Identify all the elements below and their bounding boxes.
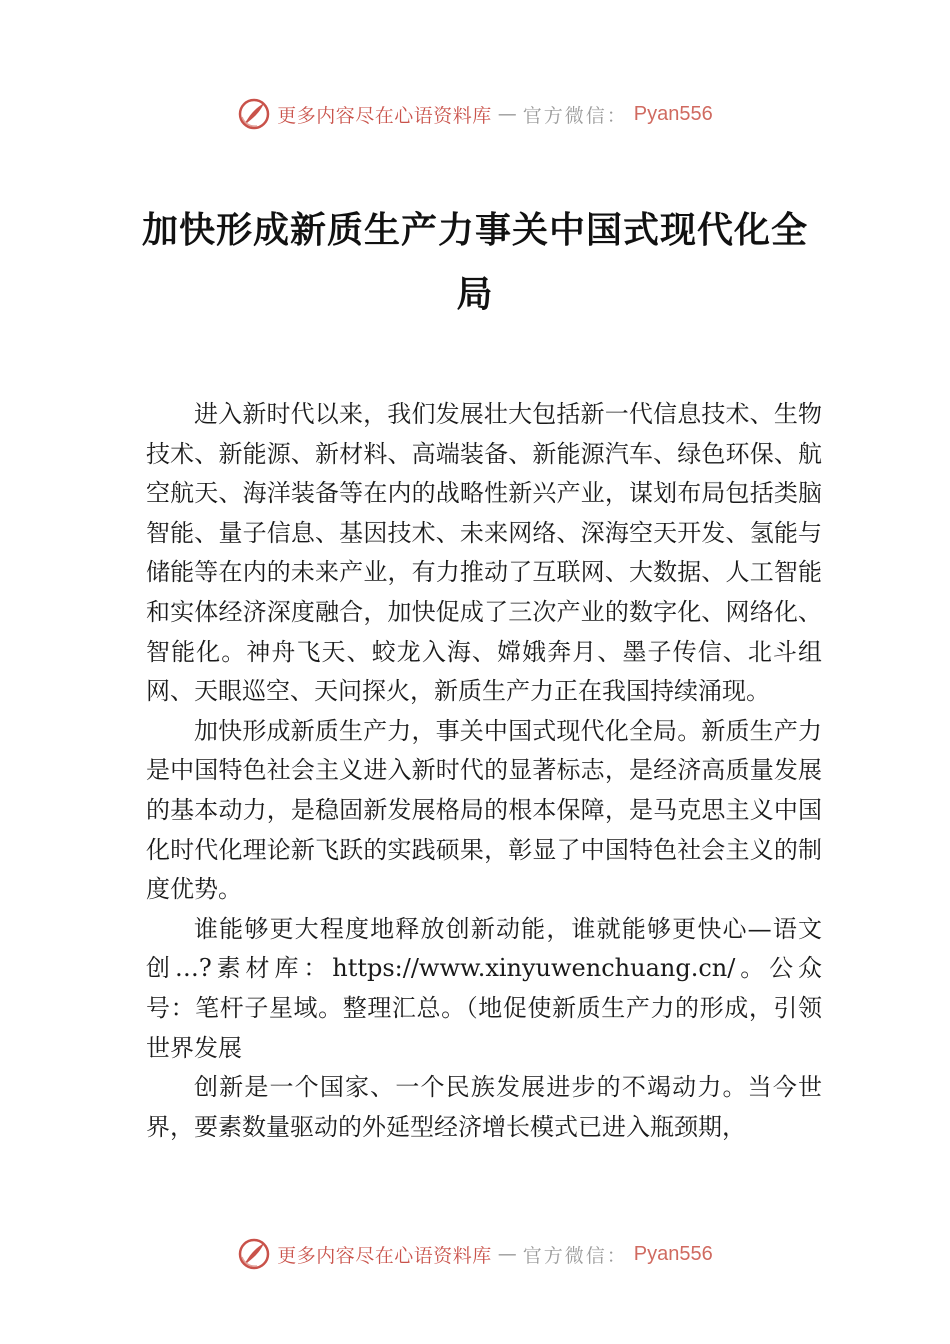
paragraph: 加快形成新质生产力，事关中国式现代化全局。新质生产力是中国特色社会主义进入新时代的显著标志，是经济高质量发展的基本动力，是稳固新发展格局的根本保障，是马克思主义中国化时代化理论新飞跃的实践硕果，彰显了中国特色社会主义的制度优势。	[146, 716, 822, 904]
paragraph: 进入新时代以来，我们发展壮大包括新一代信息技术、生物技术、新能源、新材料、高端装备、新能源汽车、绿色环保、航空航天、海洋装备等在内的战略性新兴产业，谋划布局包括类脑智能、量子信息、基因技术、未来网络、深海空天开发、氢能与储能等在内的未来产业，有力推动了互联网、大数据、人工智能和实体经济深度融合，加快促成了三次产业的数字化、网络化、智能化。神舟飞天、蛟龙入海、嫦娥奔月、墨子传信、北斗组网、天眼巡空、天问探火，新质生产力正在我国持续涌现。	[146, 400, 822, 706]
document-body	[146, 395, 822, 1147]
watermark-separator: —	[497, 103, 517, 125]
paragraph: 谁能够更大程度地释放创新动能，谁就能够更快心—语文创…?素材库：https://www.xinyuwenchuang.cn/。公众号：笔杆子星域。整理汇总。（地促使新质生产力的形成，引领世界发展	[146, 914, 822, 1062]
header-watermark	[0, 94, 950, 134]
watermark-brand: 更多内容尽在心语资料库	[277, 104, 492, 127]
footer-watermark	[0, 1234, 950, 1274]
watermark-contact-label: 官方微信：	[522, 1244, 628, 1267]
watermark-contact-id: Pyan556	[633, 1242, 713, 1265]
paragraph: 创新是一个国家、一个民族发展进步的不竭动力。当今世界，要素数量驱动的外延型经济增长模式已进入瓶颈期，	[146, 1073, 822, 1141]
feather-pen-logo-icon	[237, 97, 271, 131]
watermark-brand: 更多内容尽在心语资料库	[277, 1244, 492, 1267]
document-title: 加快形成新质生产力事关中国式现代化全局	[141, 209, 808, 315]
watermark-contact-id: Pyan556	[633, 102, 713, 125]
feather-pen-logo-icon	[237, 1237, 271, 1271]
watermark-contact-label: 官方微信：	[522, 104, 628, 127]
watermark-separator: —	[497, 1243, 517, 1265]
